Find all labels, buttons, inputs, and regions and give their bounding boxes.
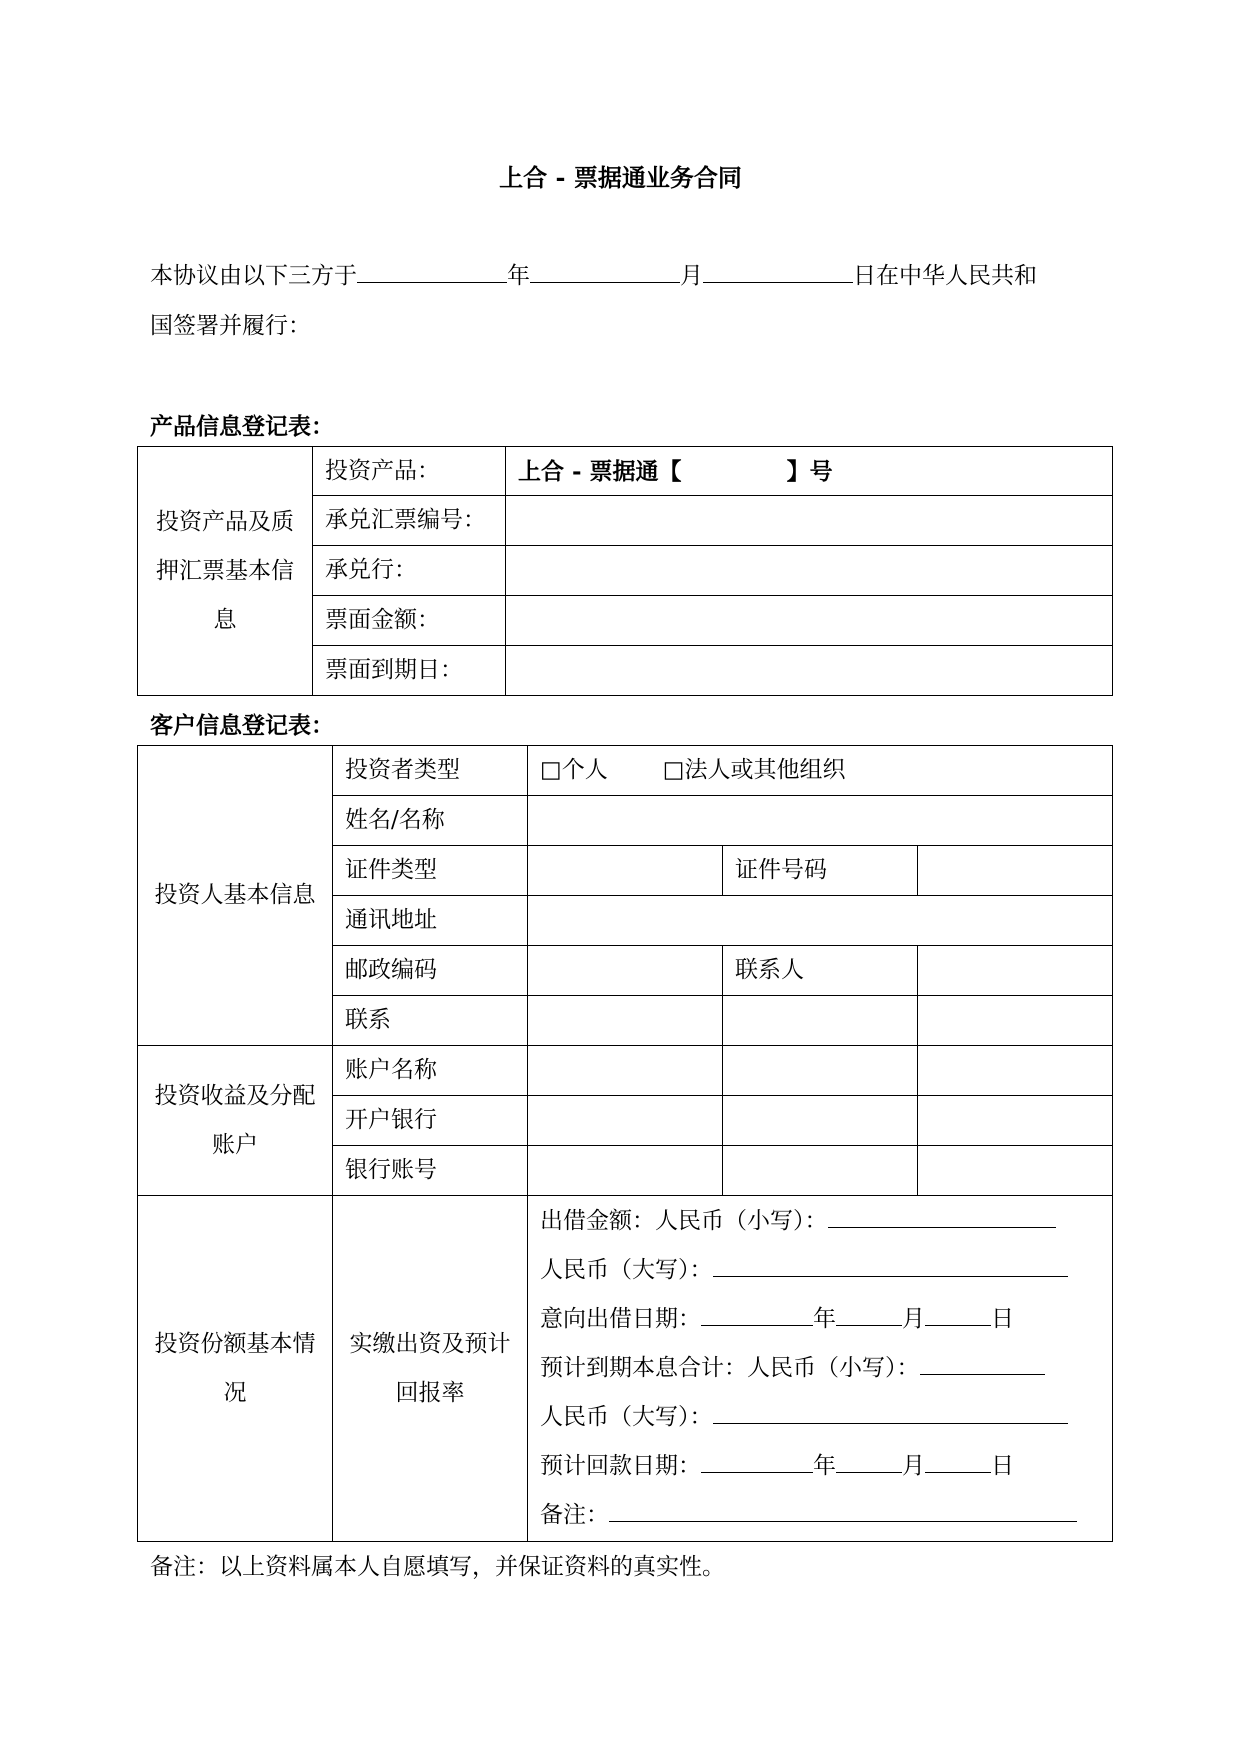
id-number-label: 证件号码	[723, 846, 918, 896]
lend-date-line: 意向出借日期： 年 月 日	[540, 1306, 1014, 1332]
intro-year: 年	[507, 263, 530, 289]
option-org-checkbox[interactable]: □法人或其他组织	[662, 757, 846, 783]
contact-value-2[interactable]	[723, 996, 918, 1046]
contact-value-1[interactable]	[528, 996, 723, 1046]
product-value-suffix: 】号	[786, 457, 833, 485]
account-name-label: 账户名称	[333, 1046, 528, 1096]
due-total-small-line: 预计到期本息合计：人民币（小写）：	[540, 1344, 1100, 1393]
amount-big-line: 人民币（大写）：	[540, 1246, 1100, 1295]
customer-section-heading: 客户信息登记表：	[150, 712, 334, 739]
month-blank[interactable]	[530, 260, 680, 283]
investor-type-label: 投资者类型	[333, 746, 528, 796]
investor-type-options	[528, 746, 1113, 796]
intro-line-1	[150, 257, 1110, 290]
account-no-value-2[interactable]	[723, 1146, 918, 1196]
id-number-value[interactable]	[918, 846, 1113, 896]
contact-person-value[interactable]	[918, 946, 1113, 996]
account-name-value-1[interactable]	[528, 1046, 723, 1096]
bill-number-value[interactable]	[506, 496, 1113, 546]
investor-group-label: 投资人基本信息	[138, 746, 333, 1046]
repay-year-blank[interactable]	[701, 1452, 813, 1473]
footer-note: 备注：以上资料属本人自愿填写，并保证资料的真实性。	[150, 1554, 725, 1580]
account-no-value-3[interactable]	[918, 1146, 1113, 1196]
account-group-label: 投资收益及分配账户	[138, 1046, 333, 1196]
intro-month: 月	[680, 263, 703, 289]
id-type-value[interactable]	[528, 846, 723, 896]
acceptor-bank-value[interactable]	[506, 546, 1113, 596]
account-name-value-2[interactable]	[723, 1046, 918, 1096]
customer-info-table	[137, 745, 1113, 1542]
name-label: 姓名/名称	[333, 796, 528, 846]
product-section-heading: 产品信息登记表：	[150, 413, 334, 440]
name-value[interactable]	[528, 796, 1113, 846]
contact-label: 联系	[333, 996, 528, 1046]
account-no-label: 银行账号	[333, 1146, 528, 1196]
id-type-label: 证件类型	[333, 846, 528, 896]
postcode-value[interactable]	[528, 946, 723, 996]
bank-value-3[interactable]	[918, 1096, 1113, 1146]
bank-value-2[interactable]	[723, 1096, 918, 1146]
intro-suffix: 日在中华人民共和	[853, 263, 1037, 289]
bill-number-label: 承兑汇票编号：	[313, 496, 506, 546]
postcode-label: 邮政编码	[333, 946, 528, 996]
product-value-prefix: 上合 - 票据通【	[518, 457, 682, 485]
document-title: 上合 - 票据通业务合同	[499, 163, 742, 192]
face-amount-value[interactable]	[506, 596, 1113, 646]
repay-day-blank[interactable]	[925, 1452, 991, 1473]
year-blank[interactable]	[357, 260, 507, 283]
repay-date-line: 预计回款日期： 年 月 日	[540, 1453, 1014, 1479]
face-amount-label: 票面金额：	[313, 596, 506, 646]
due-total-big-line: 人民币（大写）：	[540, 1393, 1100, 1442]
lend-day-blank[interactable]	[925, 1305, 991, 1326]
acceptor-bank-label: 承兑行：	[313, 546, 506, 596]
amount-small-line: 出借金额：人民币（小写）：	[540, 1197, 1100, 1246]
share-group-label: 投资份额基本情况	[138, 1196, 333, 1542]
product-value[interactable]	[506, 447, 1113, 496]
intro-prefix: 本协议由以下三方于	[150, 263, 357, 289]
due-date-value[interactable]	[506, 646, 1113, 696]
product-label: 投资产品：	[313, 447, 506, 496]
account-no-value-1[interactable]	[528, 1146, 723, 1196]
due-total-big-blank[interactable]	[713, 1403, 1068, 1424]
bank-value-1[interactable]	[528, 1096, 723, 1146]
intro-line-2: 国签署并履行：	[150, 313, 311, 339]
day-blank[interactable]	[703, 260, 853, 283]
share-sub-label: 实缴出资及预计回报率	[333, 1196, 528, 1542]
account-name-value-3[interactable]	[918, 1046, 1113, 1096]
contact-value-3[interactable]	[918, 996, 1113, 1046]
product-group-label: 投资产品及质押汇票基本信息	[138, 447, 313, 696]
address-label: 通讯地址	[333, 896, 528, 946]
address-value[interactable]	[528, 896, 1113, 946]
share-details	[528, 1196, 1113, 1542]
repay-month-blank[interactable]	[836, 1452, 902, 1473]
remark-blank[interactable]	[609, 1501, 1077, 1522]
amount-big-blank[interactable]	[713, 1256, 1068, 1277]
option-individual-checkbox[interactable]: □个人	[540, 757, 608, 783]
lend-year-blank[interactable]	[701, 1305, 813, 1326]
due-date-label: 票面到期日：	[313, 646, 506, 696]
due-total-small-blank[interactable]	[920, 1354, 1045, 1375]
bank-label: 开户银行	[333, 1096, 528, 1146]
product-info-table	[137, 446, 1113, 696]
remark-line: 备注：	[540, 1491, 1100, 1540]
lend-month-blank[interactable]	[836, 1305, 902, 1326]
amount-small-blank[interactable]	[828, 1207, 1056, 1228]
contact-person-label: 联系人	[723, 946, 918, 996]
